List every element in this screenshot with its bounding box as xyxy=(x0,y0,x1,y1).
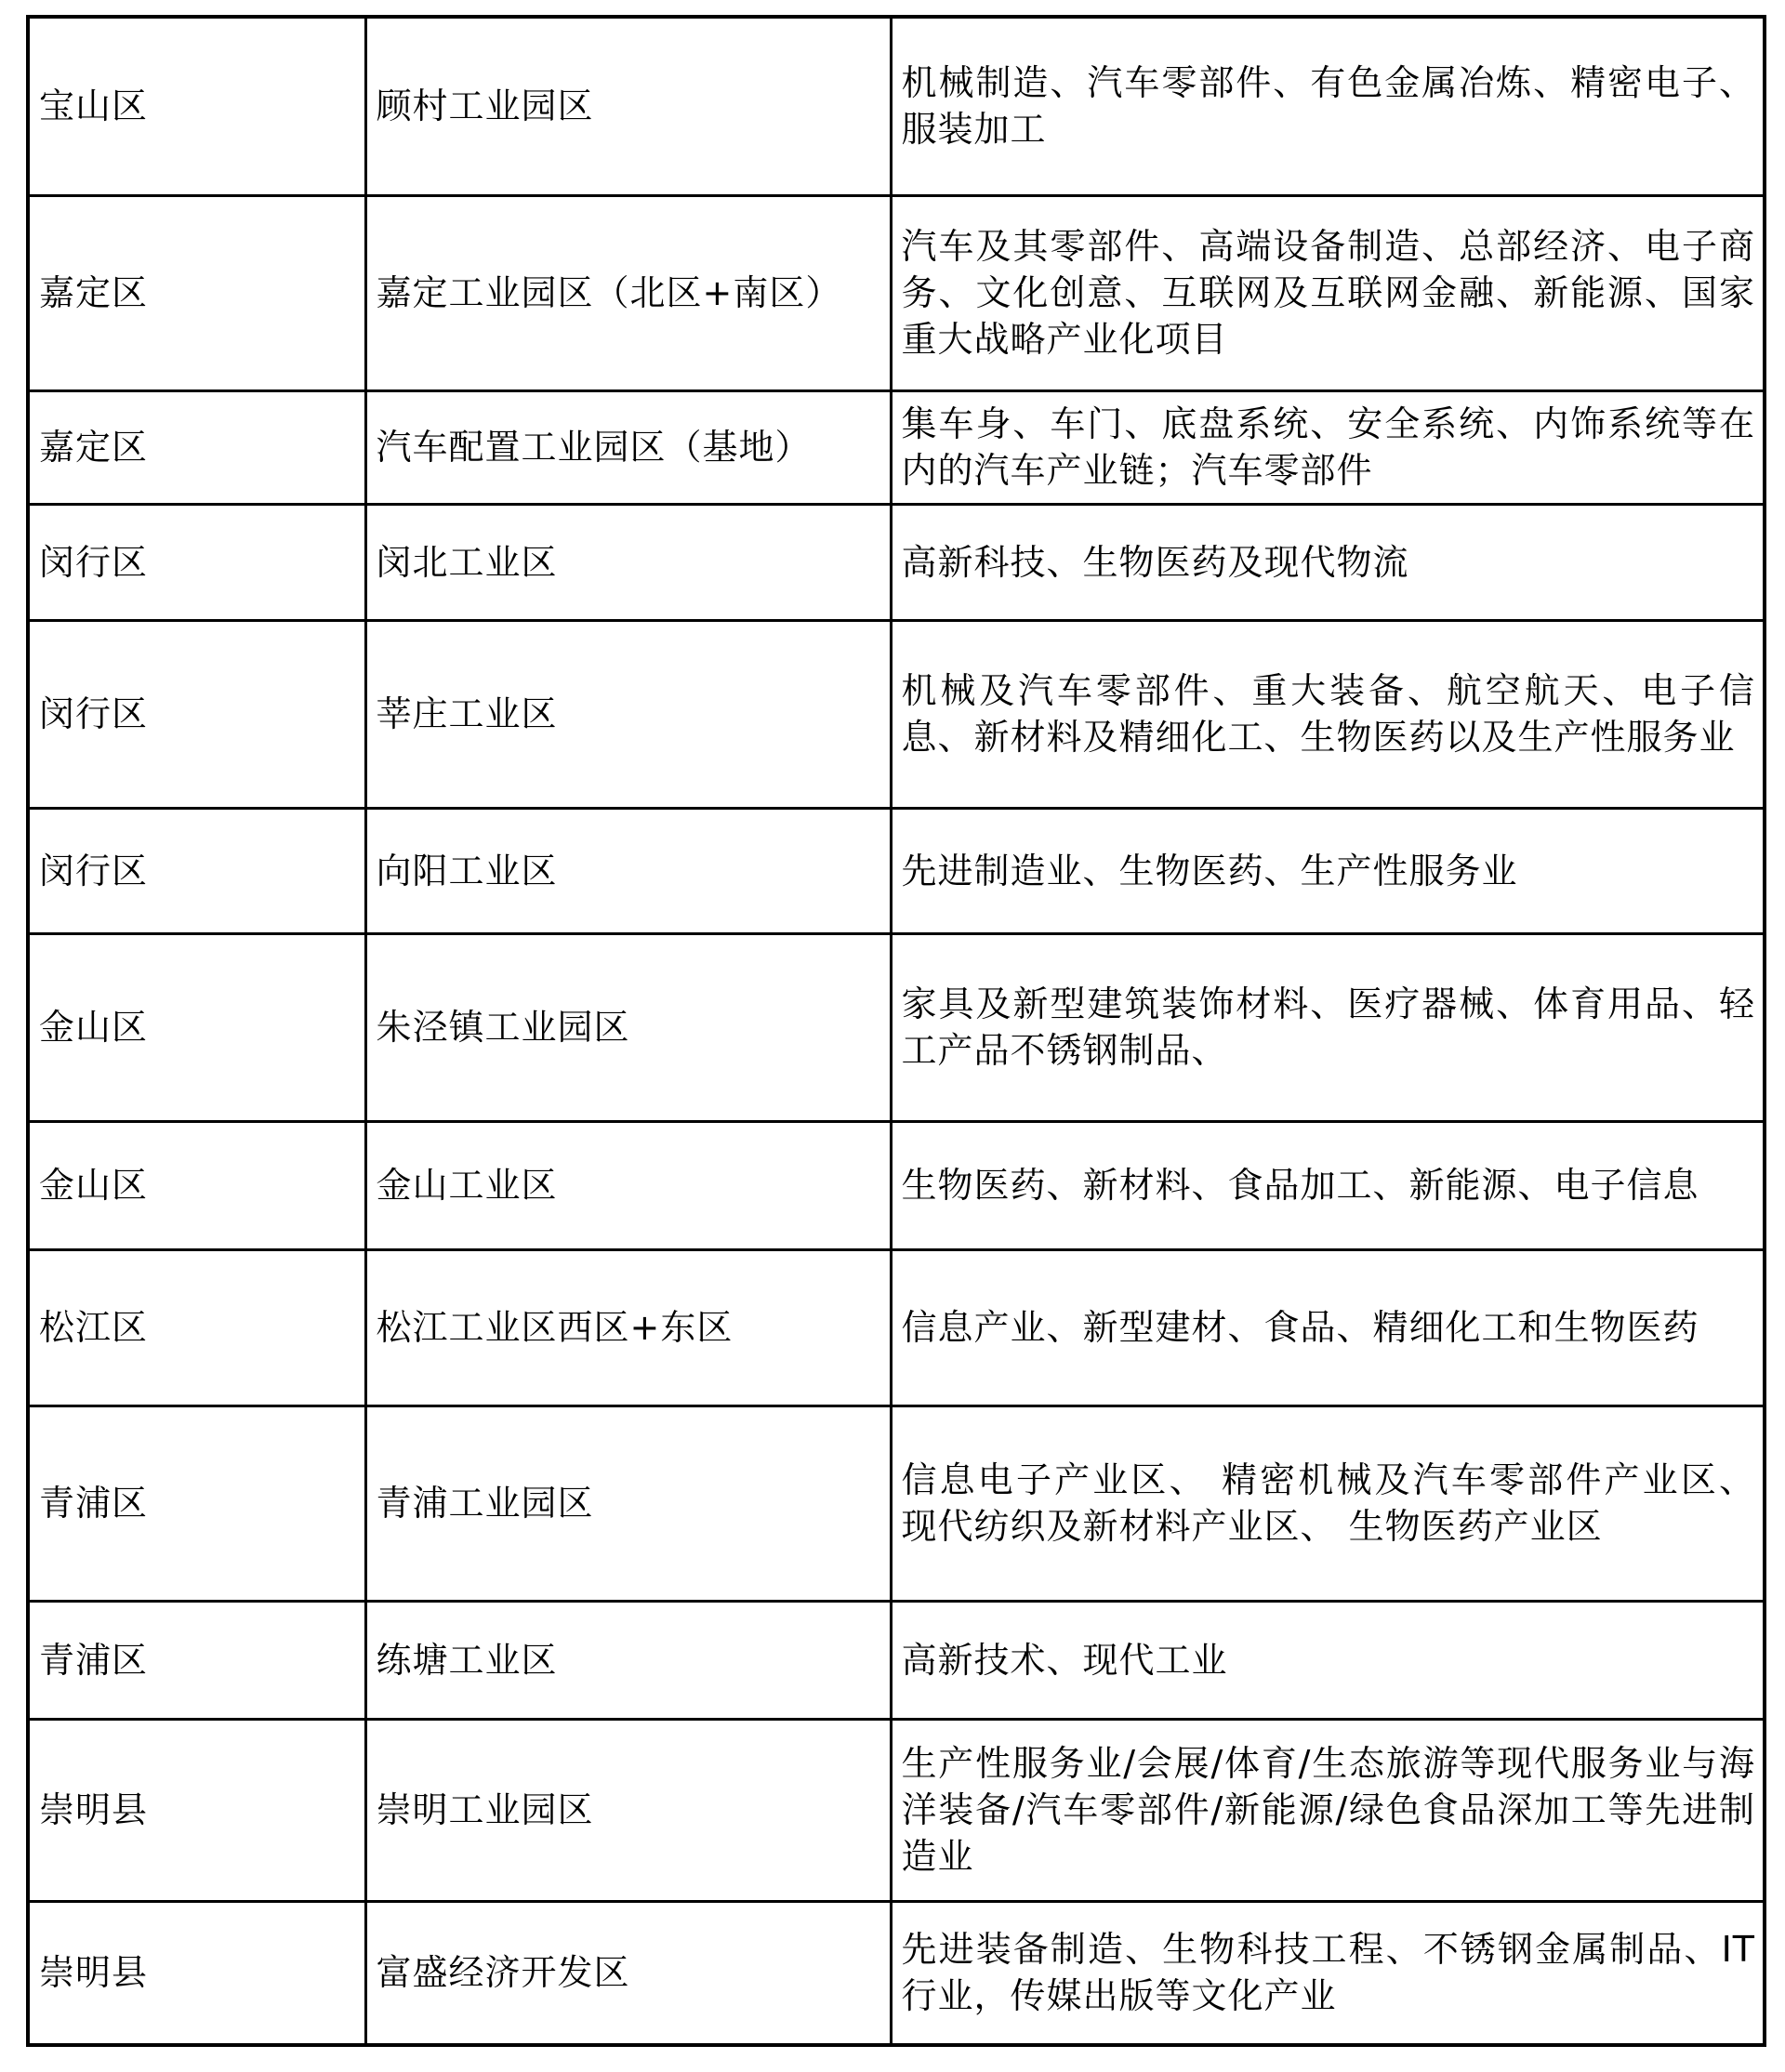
park-name-cell: 金山工业区 xyxy=(365,1121,891,1249)
park-name-cell: 嘉定工业园区（北区+南区） xyxy=(365,195,891,390)
district-cell: 闵行区 xyxy=(28,620,365,808)
park-name-cell: 顾村工业园区 xyxy=(365,17,891,195)
industrial-parks-table xyxy=(26,15,1766,2047)
industries-cell: 高新技术、现代工业 xyxy=(891,1601,1765,1719)
district-cell: 金山区 xyxy=(28,933,365,1121)
district-cell: 松江区 xyxy=(28,1249,365,1406)
district-cell: 崇明县 xyxy=(28,1901,365,2045)
table-row xyxy=(28,390,1765,504)
district-cell: 崇明县 xyxy=(28,1719,365,1901)
industrial-parks-table-container xyxy=(26,15,1763,2047)
park-name-cell: 松江工业区西区+东区 xyxy=(365,1249,891,1406)
district-cell: 嘉定区 xyxy=(28,390,365,504)
industries-cell: 信息产业、新型建材、食品、精细化工和生物医药 xyxy=(891,1249,1765,1406)
table-row xyxy=(28,620,1765,808)
district-cell: 青浦区 xyxy=(28,1406,365,1601)
table-row xyxy=(28,808,1765,933)
table-row xyxy=(28,195,1765,390)
table-row xyxy=(28,1249,1765,1406)
industries-cell: 生产性服务业/会展/体育/生态旅游等现代服务业与海洋装备/汽车零部件/新能源/绿色食品深加工等先进制造业 xyxy=(891,1719,1765,1901)
park-name-cell: 闵北工业区 xyxy=(365,504,891,620)
district-cell: 闵行区 xyxy=(28,808,365,933)
industries-cell: 先进制造业、生物医药、生产性服务业 xyxy=(891,808,1765,933)
industries-cell: 汽车及其零部件、高端设备制造、总部经济、电子商务、文化创意、互联网及互联网金融、新能源、国家重大战略产业化项目 xyxy=(891,195,1765,390)
industries-cell: 家具及新型建筑装饰材料、医疗器械、体育用品、轻工产品不锈钢制品、 xyxy=(891,933,1765,1121)
table-row xyxy=(28,17,1765,195)
industries-cell: 高新科技、生物医药及现代物流 xyxy=(891,504,1765,620)
industries-cell: 机械及汽车零部件、重大装备、航空航天、电子信息、新材料及精细化工、生物医药以及生产性服务业 xyxy=(891,620,1765,808)
industries-cell: 集车身、车门、底盘系统、安全系统、内饰系统等在内的汽车产业链；汽车零部件 xyxy=(891,390,1765,504)
table-row xyxy=(28,1901,1765,2045)
district-cell: 闵行区 xyxy=(28,504,365,620)
district-cell: 嘉定区 xyxy=(28,195,365,390)
industries-cell: 信息电子产业区、 精密机械及汽车零部件产业区、 现代纺织及新材料产业区、 生物医药产业区 xyxy=(891,1406,1765,1601)
park-name-cell: 汽车配置工业园区（基地） xyxy=(365,390,891,504)
table-row xyxy=(28,1719,1765,1901)
district-cell: 金山区 xyxy=(28,1121,365,1249)
industries-cell: 先进装备制造、生物科技工程、不锈钢金属制品、IT行业，传媒出版等文化产业 xyxy=(891,1901,1765,2045)
park-name-cell: 崇明工业园区 xyxy=(365,1719,891,1901)
park-name-cell: 莘庄工业区 xyxy=(365,620,891,808)
park-name-cell: 练塘工业区 xyxy=(365,1601,891,1719)
industries-cell: 机械制造、汽车零部件、有色金属冶炼、精密电子、服装加工 xyxy=(891,17,1765,195)
table-row xyxy=(28,504,1765,620)
district-cell: 青浦区 xyxy=(28,1601,365,1719)
park-name-cell: 向阳工业区 xyxy=(365,808,891,933)
table-row xyxy=(28,1121,1765,1249)
park-name-cell: 富盛经济开发区 xyxy=(365,1901,891,2045)
park-name-cell: 朱泾镇工业园区 xyxy=(365,933,891,1121)
table-row xyxy=(28,1406,1765,1601)
table-row xyxy=(28,933,1765,1121)
park-name-cell: 青浦工业园区 xyxy=(365,1406,891,1601)
industries-cell: 生物医药、新材料、食品加工、新能源、电子信息 xyxy=(891,1121,1765,1249)
table-body xyxy=(28,17,1765,2045)
table-row xyxy=(28,1601,1765,1719)
district-cell: 宝山区 xyxy=(28,17,365,195)
